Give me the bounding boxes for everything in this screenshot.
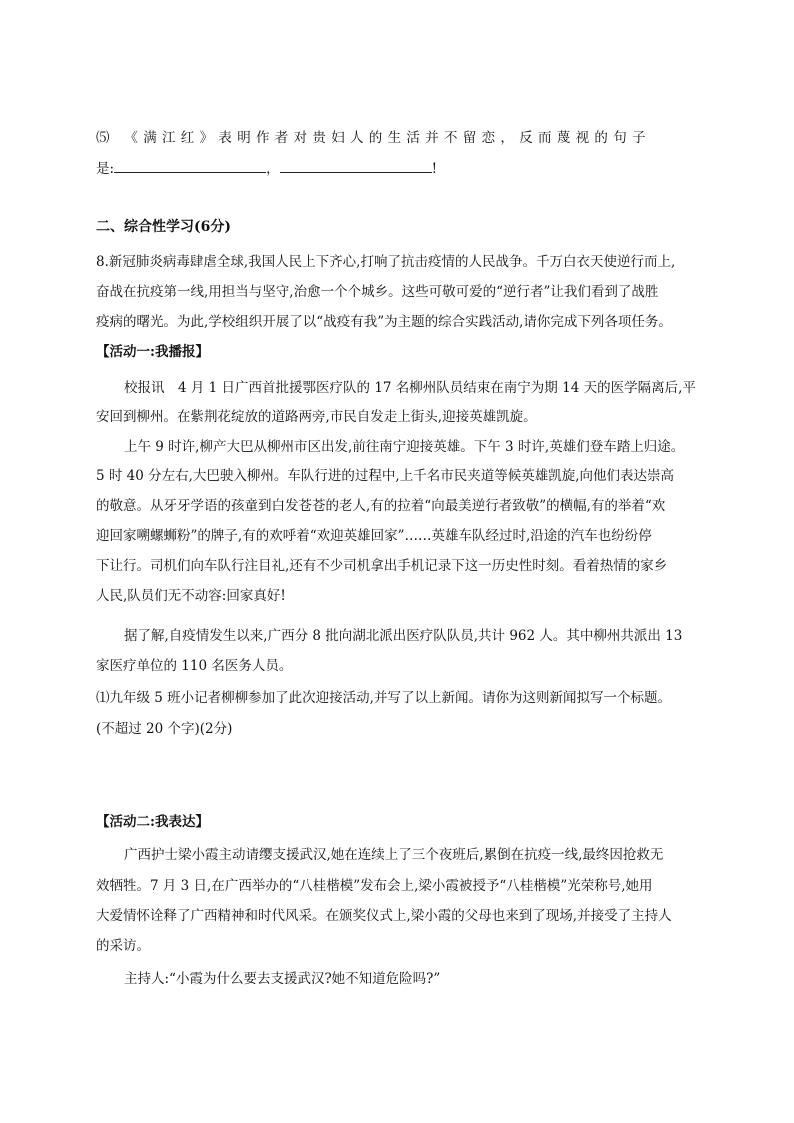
news-line: 的敬意。从牙牙学语的孩童到白发苍苍的老人,有的拉着“向最美逆行者致敬”的横幅,有的举着“欢: [96, 498, 666, 514]
q1-prompt-note: (不超过 20 个字)(2分): [96, 721, 233, 737]
news-line: 据了解,自疫情发生以来,广西分 8 批向湖北派出医疗队队员,共计 962 人。其中柳州共派出 13: [124, 628, 683, 644]
activity2-line: 大爱情怀诠释了广西精神和时代风采。在颁奖仪式上,梁小霞的父母也来到了现场,并接受了主持人: [96, 908, 672, 924]
activity2-title: 【活动二:我表达】: [96, 814, 209, 830]
q5-line1: ⑸ 《满江红》表明作者对贵妇人的生活并不留恋，反而蔑视的句子: [96, 130, 651, 146]
activity2-line: 的采访。: [96, 938, 150, 954]
section-title: 二、综合性学习(6分): [96, 219, 231, 235]
q5-line2: [96, 158, 706, 179]
activity2-line: 广西护士梁小霞主动请缨支援武汉,她在连续上了三个夜班后,累倒在抗疫一线,最终因抢救无: [124, 847, 664, 863]
news-line: 5 时 40 分左右,大巴驶入柳州。车队行进的过程中,上千名市民夹道等候英雄凯旋,向他们表达崇高: [96, 468, 675, 484]
q1-prompt: ⑴九年级 5 班小记者柳柳参加了此次迎接活动,并写了以上新闻。请你为这则新闻拟写一个标题。: [96, 690, 671, 706]
q8-line: 8.新冠肺炎病毒肆虐全球,我国人民上下齐心,打响了抗击疫情的人民战争。千万白衣天使逆行而上,: [96, 254, 676, 270]
news-line: 人民,队员们无不动容:回家真好!: [96, 588, 286, 604]
news-line: 迎回家嗍螺蛳粉”的牌子,有的欢呼着“欢迎英雄回家”……英雄车队经过时,沿途的汽车也纷纷停: [96, 528, 652, 544]
news-line: 校报讯 4 月 1 日广西首批援鄂医疗队的 17 名柳州队员结束在南宁为期 14 天的医学隔离后,平: [124, 380, 696, 396]
q8-line: 疫病的曙光。为此,学校组织开展了以“战疫有我”为主题的综合实践活动,请你完成下列各项任务。: [96, 314, 672, 330]
q5-separator: ，: [266, 161, 280, 177]
host-question: 主持人:“小霞为什么要去支援武汉?她不知道危险吗?”: [124, 971, 441, 987]
q8-line: 奋战在抗疫第一线,用担当与坚守,治愈一个个城乡。这些可敬可爱的“逆行者”让我们看到了战胜: [96, 284, 659, 300]
q5-answer-blank-2[interactable]: [280, 158, 432, 173]
q5-answer-blank-1[interactable]: [114, 158, 266, 173]
news-line: 安回到柳州。在紫荆花绽放的道路两旁,市民自发走上街头,迎接英雄凯旋。: [96, 409, 537, 425]
activity2-line: 效牺牲。7 月 3 日,在广西举办的“八桂楷模”发布会上,梁小霞被授予“八桂楷模”光荣称号,她用: [96, 878, 653, 894]
news-line: 下让行。司机们向车队行注目礼,还有不少司机拿出手机记录下这一历史性时刻。看着热情的家乡: [96, 558, 668, 574]
q5-end-mark: !: [431, 161, 437, 177]
q5-prefix: 是:: [96, 161, 115, 177]
activity1-title: 【活动一:我播报】: [96, 344, 209, 360]
news-line: 上午 9 时许,柳产大巴从柳州市区出发,前往南宁迎接英雄。下午 3 时许,英雄们登车踏上归途。: [124, 439, 685, 455]
news-line: 家医疗单位的 110 名医务人员。: [96, 658, 293, 674]
